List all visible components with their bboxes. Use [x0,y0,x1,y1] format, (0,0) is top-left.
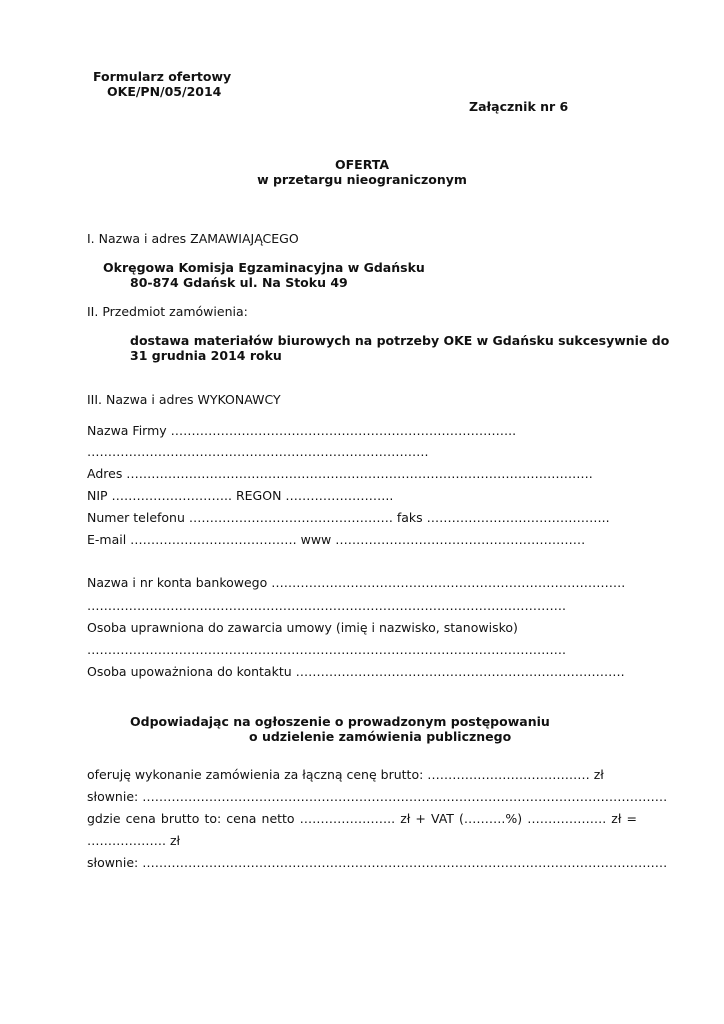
form-code: OKE/PN/05/2014 [107,84,222,99]
gross-word: + [415,811,426,826]
gross-total-field: ………………. zł [87,833,181,848]
contact-person-field: Osoba upoważniona do kontaktu ……………………………………………………………………. [87,664,625,679]
gross-word: = [626,811,637,826]
bank-account-continuation: ……………………………………………………………………………………………………. [87,598,566,613]
subject-line-1: dostawa materiałów biurowych na potrzeby OKE w Gdańsku sukcesywnie do [130,333,670,348]
gross-word: VAT [430,811,454,826]
gross-word: netto [261,811,295,826]
attachment-label: Załącznik nr 6 [469,99,569,114]
vat-rate-field: (……….%) [459,811,523,826]
nip-regon-field: NIP ……………………….. REGON …………………….. [87,488,394,503]
total-price-field: oferuję wykonanie zamówienia za łączną cenę brutto: ………………………………… zł [87,767,604,782]
gross-word: to: [204,811,222,826]
net-price-field: ………………….. [299,811,396,826]
gross-word: zł [400,811,411,826]
gross-word: gdzie [87,811,121,826]
phone-fax-field: Numer telefonu …………………………………………. faks …………………………………….. [87,510,610,525]
response-line-1: Odpowiadając na ogłoszenie o prowadzonym postępowaniu [130,714,550,729]
gross-word: cena [125,811,156,826]
authorized-person-field: ……………………………………………………………………………………………………. [87,642,566,657]
client-address: 80-874 Gdańsk ul. Na Stoku 49 [130,275,348,290]
client-name: Okręgowa Komisja Egzaminacyjna w Gdańsku [103,260,425,275]
vat-amount-field: ………………. [527,811,607,826]
form-title: Formularz ofertowy [93,69,232,84]
gross-breakdown-line [87,811,637,826]
section-1-heading: I. Nazwa i adres ZAMAWIAJĄCEGO [87,231,299,246]
offer-title: OFERTA [335,157,389,172]
gross-word: brutto [160,811,200,826]
gross-word: zł [611,811,622,826]
gross-word: cena [226,811,257,826]
bank-account-field: Nazwa i nr konta bankowego …………………………………………………………………………. [87,575,626,590]
offer-subtitle: w przetargu nieograniczonym [257,172,467,187]
address-field: Adres …………………………………………………………………………………………………. [87,466,593,481]
firm-name-continuation: ………………………………………………………………………. [87,444,429,459]
email-www-field: E-mail …………………………………. www …………………………………………………… [87,532,586,547]
firm-name-field: Nazwa Firmy ……………………………………………………………………….. [87,423,517,438]
total-price-words: słownie: ……………………………………………………………………………………………………………… [87,789,668,804]
section-3-heading: III. Nazwa i adres WYKONAWCY [87,392,281,407]
authorized-person-label: Osoba uprawniona do zawarcia umowy (imię i nazwisko, stanowisko) [87,620,518,635]
section-2-heading: II. Przedmiot zamówienia: [87,304,248,319]
gross-total-words: słownie: ……………………………………………………………………………………………………………… [87,855,668,870]
response-line-2: o udzielenie zamówienia publicznego [249,729,512,744]
subject-line-2: 31 grudnia 2014 roku [130,348,282,363]
